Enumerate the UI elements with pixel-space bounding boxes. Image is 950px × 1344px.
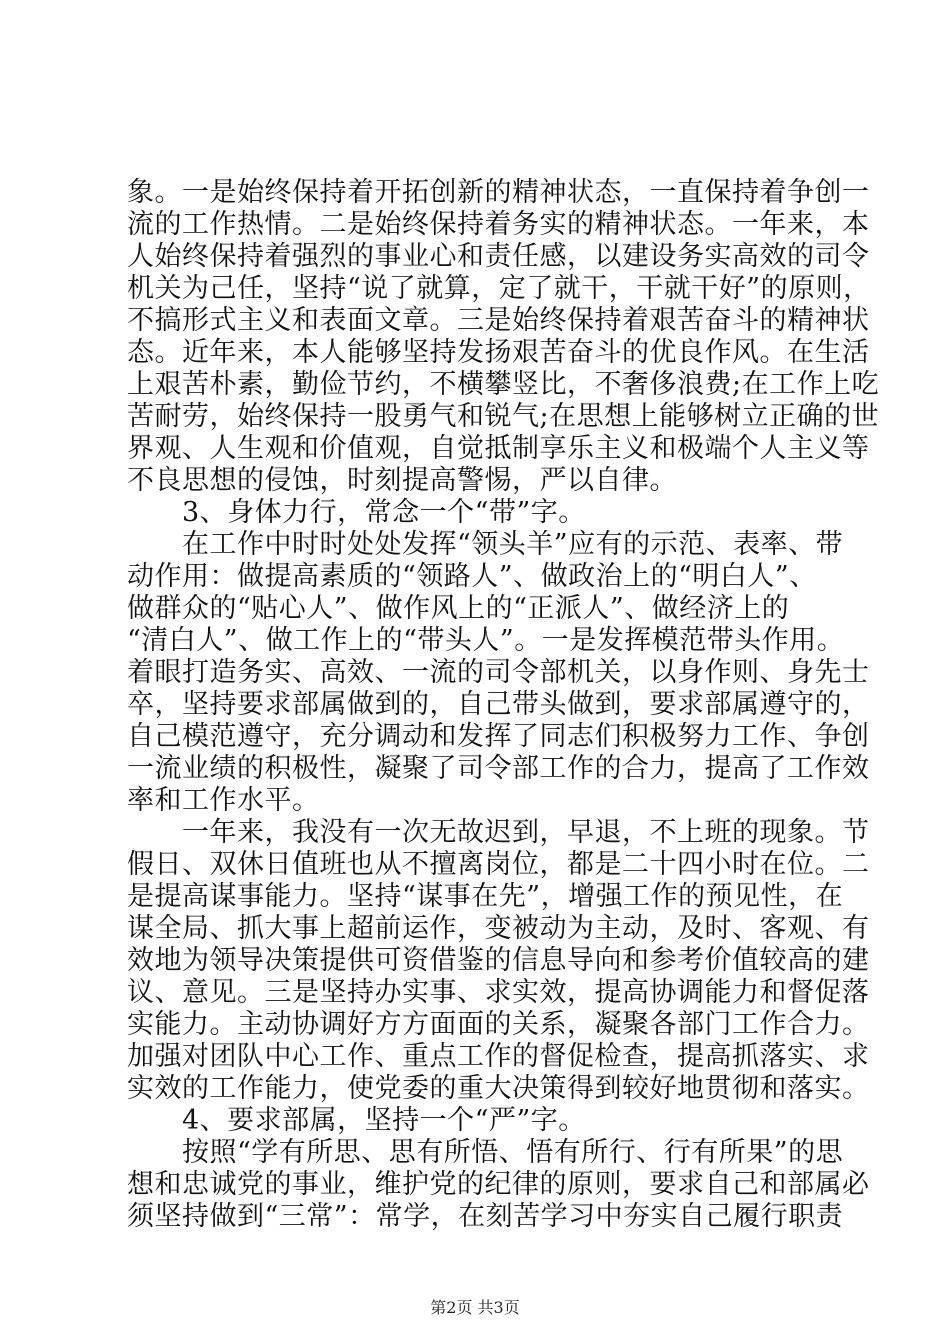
section-heading: 4、要求部属，坚持一个“严”字。 [182, 1105, 586, 1136]
text-line: 界观、人生观和价值观，自觉抵制享乐主义和极端个人主义等 [127, 433, 870, 464]
text-line: 自己模范遵守，充分调动和发挥了同志们积极努力工作、争创 [127, 721, 870, 752]
text-line: 人始终保持着强烈的事业心和责任感，以建设务实高效的司令 [127, 241, 870, 272]
text-line: 想和忠诚党的事业，维护党的纪律的原则，要求自己和部属必 [127, 1169, 870, 1200]
text-line: 议、意见。三是坚持办实事、求实效，提高协调能力和督促落 [127, 977, 870, 1008]
text-line: 着眼打造务实、高效、一流的司令部机关，以身作则、身先士 [127, 657, 870, 688]
text-line: 实能力。主动协调好方方面面的关系，凝聚各部门工作合力。 [127, 1009, 870, 1040]
text-line: 在工作中时时处处发挥“领头羊”应有的示范、表率、带 [182, 529, 844, 560]
text-line: 按照“学有所思、思有所悟、悟有所行、行有所果”的思 [182, 1137, 844, 1168]
text-line: 不良思想的侵蚀，时刻提高警惕，严以自律。 [127, 465, 677, 496]
text-line: 不搞形式主义和表面文章。三是始终保持着艰苦奋斗的精神状 [127, 305, 870, 336]
text-line: 态。近年来，本人能够坚持发扬艰苦奋斗的优良作风。在生活 [127, 337, 870, 368]
text-line: 实效的工作能力，使党委的重大决策得到较好地贯彻和落实。 [127, 1073, 870, 1104]
text-line: 上艰苦朴素，勤俭节约，不横攀竖比，不奢侈浪费;在工作上吃 [127, 369, 880, 400]
text-line: “清白人”、做工作上的“带头人”。一是发挥模范带头作用。 [127, 625, 845, 656]
text-line: 一流业绩的积极性，凝聚了司令部工作的合力，提高了工作效 [127, 753, 870, 784]
text-line: 象。一是始终保持着开拓创新的精神状态，一直保持着争创一 [127, 177, 870, 208]
text-line: 苦耐劳，始终保持一股勇气和锐气;在思想上能够树立正确的世 [127, 401, 880, 432]
text-line: 流的工作热情。二是始终保持着务实的精神状态。一年来，本 [127, 209, 870, 240]
text-line: 做群众的“贴心人”、做作风上的“正派人”、做经济上的 [127, 593, 790, 624]
page-footer: 第2页 共3页 [430, 1298, 520, 1317]
text-line: 卒，坚持要求部属做到的，自己带头做到，要求部属遵守的， [127, 689, 870, 720]
text-line: 动作用：做提高素质的“领路人”、做政治上的“明白人”、 [127, 561, 817, 592]
text-line: 是提高谋事能力。坚持“谋事在先”，增强工作的预见性，在 [127, 881, 844, 912]
text-line: 加强对团队中心工作、重点工作的督促检查，提高抓落实、求 [127, 1041, 870, 1072]
text-line: 效地为领导决策提供可资借鉴的信息导向和参考价值较高的建 [127, 945, 870, 976]
text-line: 假日、双休日值班也从不擅离岗位，都是二十四小时在位。二 [127, 849, 870, 880]
section-heading: 3、身体力行，常念一个“带”字。 [182, 497, 586, 528]
text-line: 谋全局、抓大事上超前运作，变被动为主动，及时、客观、有 [127, 913, 870, 944]
text-line: 一年来，我没有一次无故迟到，早退，不上班的现象。节 [182, 817, 870, 848]
text-line: 机关为己任，坚持“说了就算，定了就干，干就干好”的原则， [127, 273, 871, 304]
text-line: 须坚持做到“三常”：常学，在刻苦学习中夯实自己履行职责 [127, 1201, 844, 1232]
text-line: 率和工作水平。 [127, 785, 320, 816]
